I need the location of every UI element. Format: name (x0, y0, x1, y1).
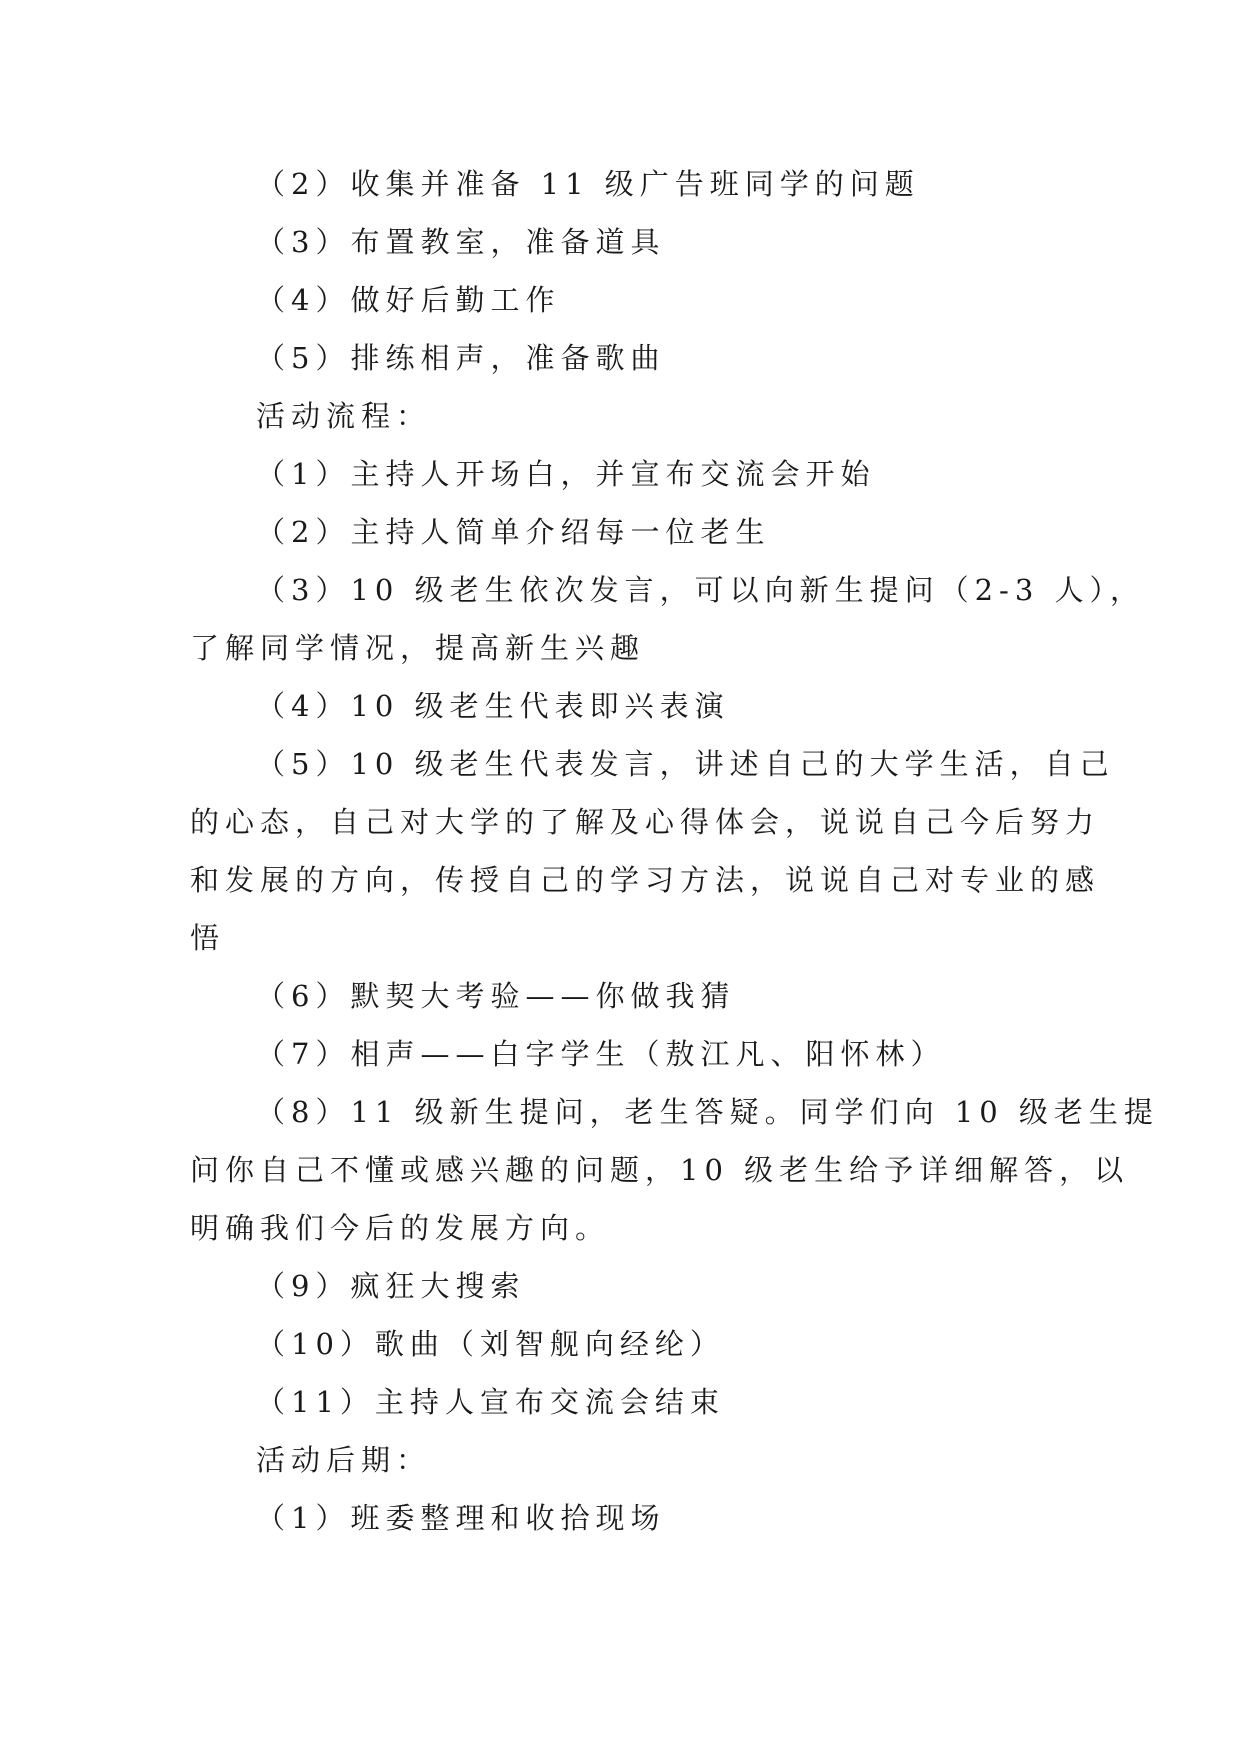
process-item-9: （9）疯狂大搜索 (256, 1269, 526, 1303)
process-item-7: （7）相声——白字学生（敖江凡、阳怀林） (256, 1037, 946, 1071)
process-item-5-cont-1: 的心态，自己对大学的了解及心得体会，说说自己今后努力 (190, 805, 1101, 839)
process-item-1: （1）主持人开场白，并宣布交流会开始 (256, 457, 876, 491)
process-item-3: （3）10 级老生依次发言，可以向新生提问（2-3 人）， (256, 573, 1145, 607)
prep-item-5: （5）排练相声，准备歌曲 (256, 341, 666, 375)
process-item-5-cont-2: 和发展的方向，传授自己的学习方法，说说自己对专业的感 (190, 863, 1101, 897)
process-item-3-cont: 了解同学情况，提高新生兴趣 (190, 631, 646, 665)
process-item-4: （4）10 级老生代表即兴表演 (256, 689, 730, 723)
process-item-2: （2）主持人简单介绍每一位老生 (256, 515, 771, 549)
process-item-8: （8）11 级新生提问，老生答疑。同学们向 10 级老生提 (256, 1095, 1159, 1129)
process-item-6: （6）默契大考验——你做我猜 (256, 979, 736, 1013)
process-item-5-cont-3: 悟 (190, 921, 226, 955)
prep-item-2: （2）收集并准备 11 级广告班同学的问题 (256, 167, 920, 201)
process-item-5: （5）10 级老生代表发言，讲述自己的大学生活，自己 (256, 747, 1115, 781)
process-item-8-cont-2: 明确我们今后的发展方向。 (190, 1211, 611, 1245)
prep-item-3: （3）布置教室，准备道具 (256, 225, 666, 259)
section-heading-after: 活动后期： (256, 1443, 432, 1477)
process-item-11: （11）主持人宣布交流会结束 (256, 1385, 725, 1419)
after-item-1: （1）班委整理和收拾现场 (256, 1501, 666, 1535)
process-item-8-cont-1: 问你自己不懂或感兴趣的问题，10 级老生给予详细解答，以 (190, 1153, 1130, 1187)
section-heading-process: 活动流程： (256, 399, 432, 433)
process-item-10: （10）歌曲（刘智舰向经纶） (256, 1327, 725, 1361)
prep-item-4: （4）做好后勤工作 (256, 283, 561, 317)
